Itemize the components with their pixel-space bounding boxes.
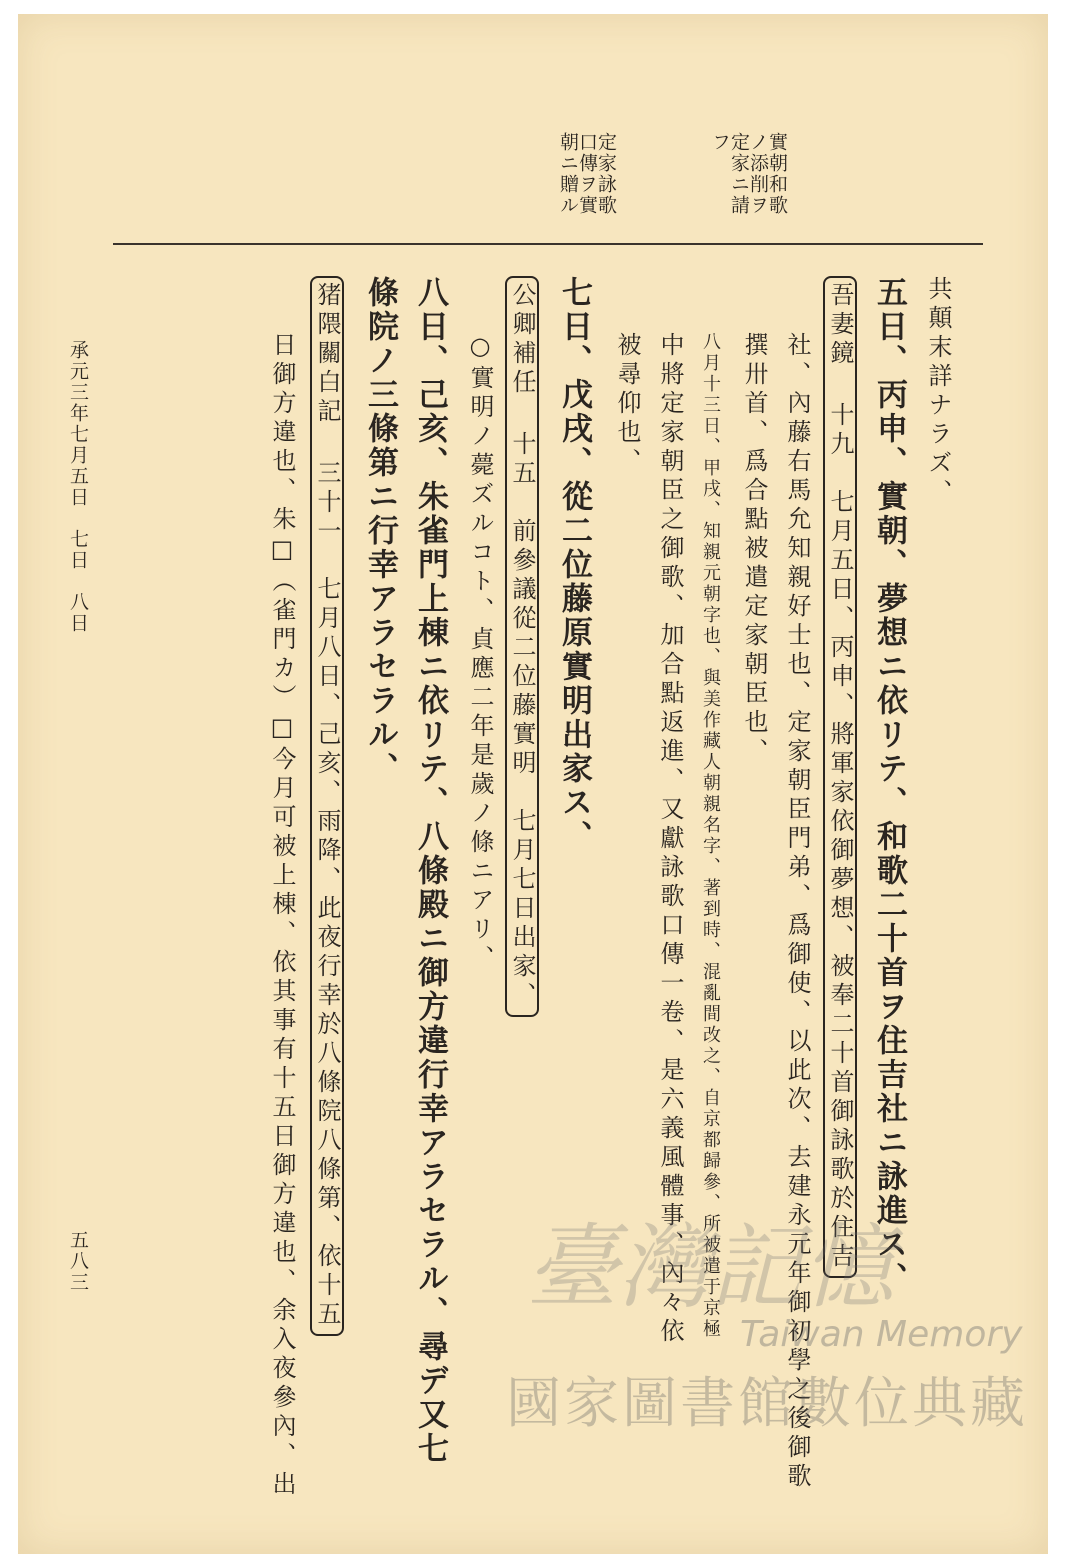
body-column-6: 八月十三日、甲戌、知親元朝字也、與美作藏人朝親名字、著到時、混亂間改之、自京都歸參、所被遣于京極 <box>700 332 721 1340</box>
body-column-15: 日御方違也、朱□（雀門カ）□今月可被上棟、依其事有十五日御方違也、余入夜參內、出 <box>268 332 296 1500</box>
body-column-5: 撰卅首、爲合點被遣定家朝臣也、 <box>740 332 768 767</box>
page-number: 五八三 <box>67 1230 89 1293</box>
body-column-7: 中將定家朝臣之御歌、加合點返進、又獻詠歌口傳一卷、是六義風體事、內々依 <box>656 332 684 1347</box>
source-title: 吾妻鏡 十九 七月五日、丙申、將軍家依御夢想、被奉二十首御詠歌於住吉 <box>823 276 857 1278</box>
margin-note-2-line: 定家詠歌 <box>595 132 617 216</box>
margin-note-1-line: 定家ニ請 <box>728 132 750 216</box>
margin-note-1-line: 實朝和歌 <box>766 132 788 216</box>
body-column-12: 八日、己亥、朱雀門上棟ニ依リテ、八條殿ニ御方違行幸アラセラル、尋デ又七 <box>412 276 448 1466</box>
document-page <box>18 14 1048 1554</box>
body-column-8: 被尋仰也、 <box>613 332 641 477</box>
body-column-4: 社、內藤右馬允知親好士也、定家朝臣門弟、爲御使、以此次、去建永元年御初學之後御歌 <box>783 332 811 1492</box>
margin-note-1 <box>710 132 786 216</box>
margin-note-2 <box>558 132 615 216</box>
margin-note-2-line: 口傳ヲ實 <box>576 132 598 216</box>
body-column-10 <box>510 276 534 1017</box>
watermark-library: 國家圖書館數位典藏 <box>506 1371 1029 1435</box>
header-rule <box>113 243 983 245</box>
margin-note-1-line: ノ添削ヲ <box>747 132 769 216</box>
source-title: 公卿補任 十五 前參議從二位藤實明 七月七日出家、 <box>505 276 539 1017</box>
watermark-logo: 臺灣記憶 <box>526 1214 895 1321</box>
date-column: 承元三年七月五日 七日 八日 <box>67 340 89 634</box>
body-column-2: 五日、丙申、實朝、夢想ニ依リテ、和歌二十首ヲ住吉社ニ詠進ス、 <box>871 276 907 1296</box>
body-column-11: ○實明ノ薨ズルコト、貞應二年是歲ノ條ニアリ、 <box>466 332 494 974</box>
body-column-13: 條院ノ三條第ニ行幸アラセラル、 <box>362 276 398 786</box>
body-column-1: 共顛末詳ナラズ、 <box>924 276 952 508</box>
margin-note-1-line: フ <box>709 132 731 153</box>
body-column-14 <box>315 276 339 1336</box>
body-column-3 <box>828 276 852 1278</box>
margin-note-2-line: 朝ニ贈ル <box>557 132 579 216</box>
watermark-english: Taiwan Memory <box>740 1314 1023 1355</box>
source-title: 猪隈關白記 三十一 七月八日、己亥、雨降、此夜行幸於八條院八條第、依十五 <box>310 276 344 1336</box>
body-column-9: 七日、戊戌、從二位藤原實明出家ス、 <box>556 276 592 854</box>
